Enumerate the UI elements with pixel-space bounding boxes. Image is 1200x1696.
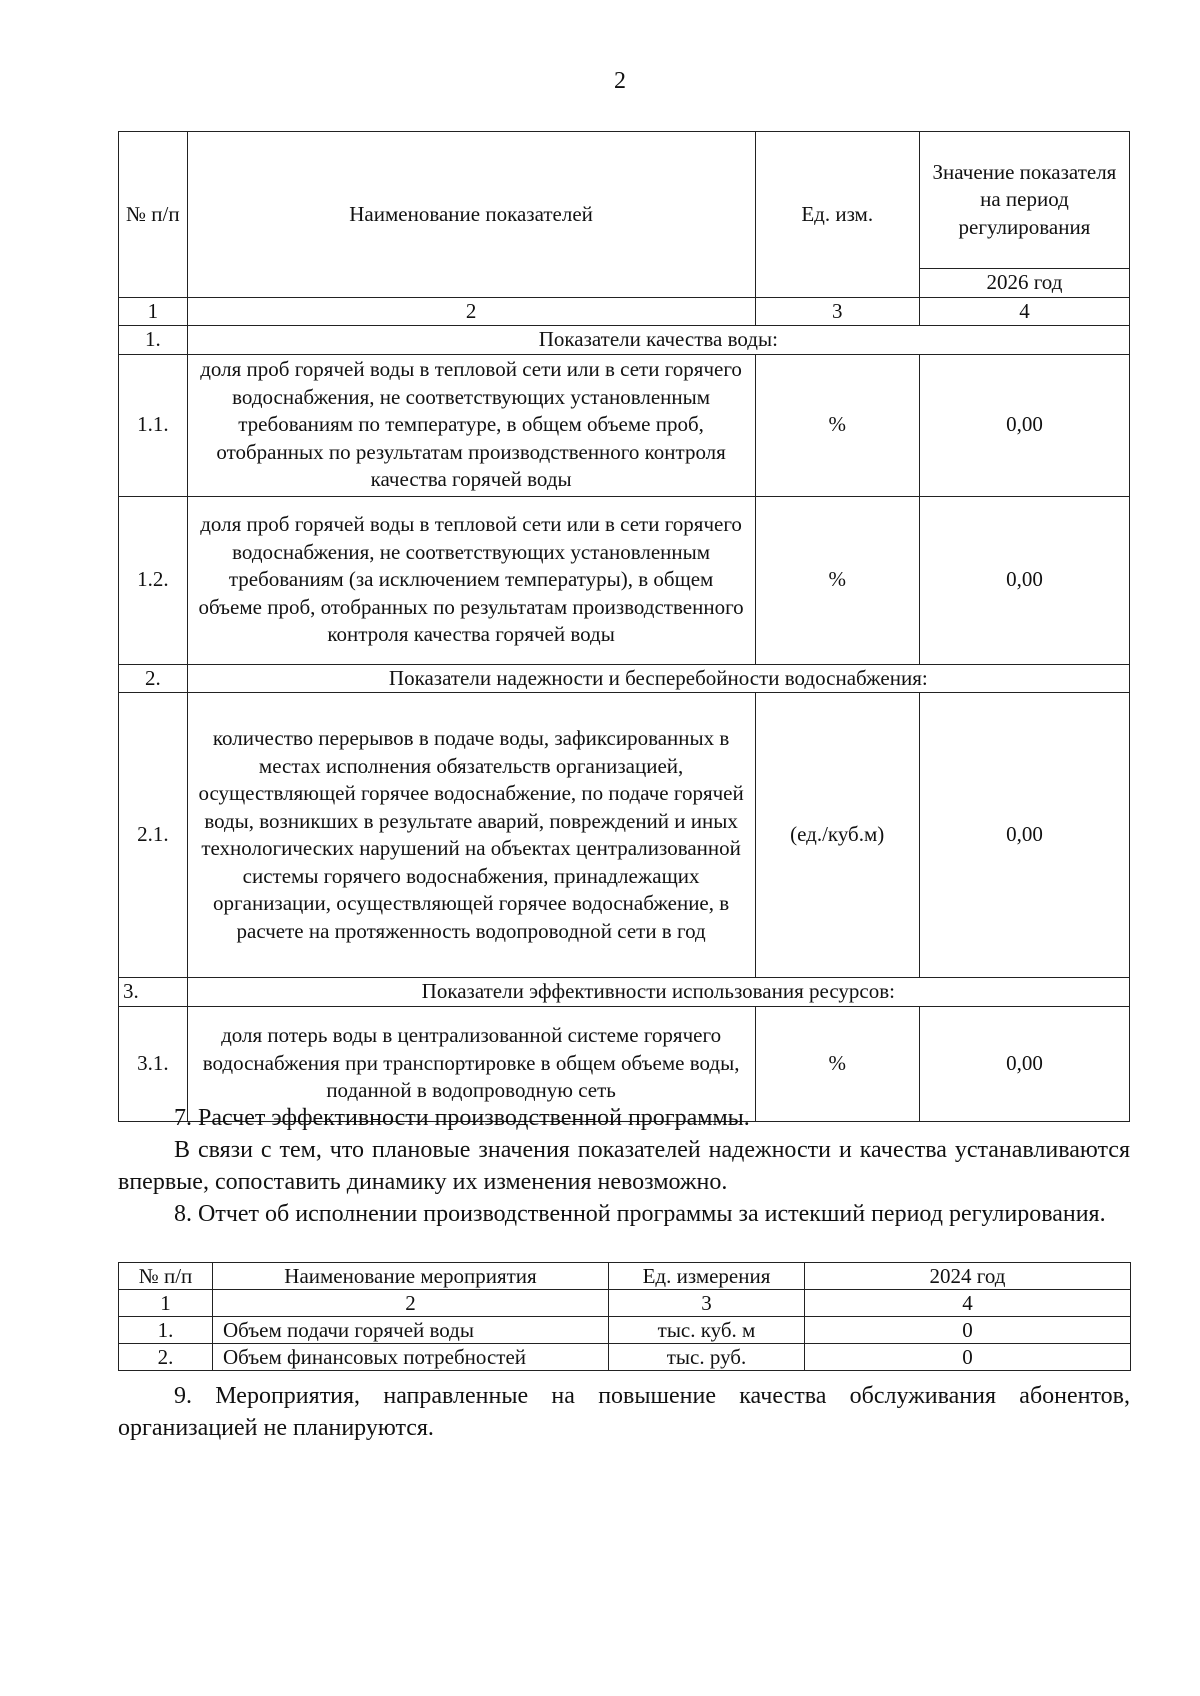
section-title: Показатели надежности и бесперебойности водоснабжения: <box>187 664 1129 693</box>
section-row <box>119 326 1130 355</box>
row-number: 3.1. <box>119 1006 188 1121</box>
row-value: 0 <box>805 1317 1131 1344</box>
column-number: 4 <box>805 1290 1131 1317</box>
column-number-row <box>119 297 1130 326</box>
row-name: доля проб горячей воды в тепловой сети или в сети горячего водоснабжения, не соответствующих установленным требованиям по температуре, в общем объеме проб, отобранных по результатам производственного контроля качества горячей воды <box>187 354 755 496</box>
section-title: Показатели качества воды: <box>187 326 1129 355</box>
report-header-number: № п/п <box>119 1263 213 1290</box>
section-row <box>119 978 1130 1007</box>
report-header-row <box>119 1263 1131 1290</box>
row-number: 1.2. <box>119 496 188 664</box>
page-number: 2 <box>614 68 626 94</box>
row-value: 0,00 <box>919 496 1129 664</box>
report-header-name: Наименование мероприятия <box>213 1263 609 1290</box>
row-value: 0,00 <box>919 693 1129 978</box>
row-unit: (ед./куб.м) <box>755 693 919 978</box>
row-number: 1.1. <box>119 354 188 496</box>
section7-heading: 7. Расчет эффективности производственной программы. <box>174 1105 750 1131</box>
row-unit: тыс. руб. <box>609 1344 805 1371</box>
row-name: доля потерь воды в централизованной системе горячего водоснабжения при транспортировке в общем объеме воды, поданной в водопроводную сеть <box>187 1006 755 1121</box>
row-number: 2. <box>119 1344 213 1371</box>
row-unit: % <box>755 496 919 664</box>
table-row <box>119 1344 1131 1371</box>
row-value: 0,00 <box>919 354 1129 496</box>
row-number: 1. <box>119 1317 213 1344</box>
row-value: 0,00 <box>919 1006 1129 1121</box>
column-number: 3 <box>755 297 919 326</box>
header-value: Значение показателя на период регулирования <box>919 132 1129 269</box>
section8-heading: 8. Отчет об исполнении производственной программы за истекший период регулирования. <box>174 1201 1106 1227</box>
report-table <box>118 1262 1131 1371</box>
column-number: 2 <box>213 1290 609 1317</box>
row-name: количество перерывов в подаче воды, зафиксированных в местах исполнения обязательств организацией, осуществляющей горячее водоснабжение, по подаче горячей воды, возникших в результате аварий, повреждений и иных технологических нарушений на объектах централизованной системы горячего водоснабжения, принадлежащих организации, осуществляющей горячее водоснабжение, в расчете на протяженность водопроводной сети в год <box>187 693 755 978</box>
column-number: 1 <box>119 1290 213 1317</box>
section-number: 1. <box>119 326 188 355</box>
table-header-row <box>119 132 1130 269</box>
row-unit: тыс. куб. м <box>609 1317 805 1344</box>
row-name: Объем финансовых потребностей <box>213 1344 609 1371</box>
table-row <box>119 354 1130 496</box>
section9-text: 9. Мероприятия, направленные на повышение качества обслуживания абонентов, организацией не планируются. <box>118 1383 1130 1441</box>
column-number: 2 <box>187 297 755 326</box>
table-row <box>119 693 1130 978</box>
report-header-unit: Ед. измерения <box>609 1263 805 1290</box>
section-row <box>119 664 1130 693</box>
row-number: 2.1. <box>119 693 188 978</box>
table-row <box>119 1317 1131 1344</box>
row-unit: % <box>755 1006 919 1121</box>
row-value: 0 <box>805 1344 1131 1371</box>
section-number: 3. <box>119 978 188 1007</box>
section7-text: В связи с тем, что плановые значения показателей надежности и качества устанавливаются впервые, сопоставить динамику их изменения невозможно. <box>118 1137 1130 1195</box>
section-number: 2. <box>119 664 188 693</box>
indicators-table <box>118 131 1130 1122</box>
header-name: Наименование показателей <box>187 132 755 298</box>
row-name: доля проб горячей воды в тепловой сети или в сети горячего водоснабжения, не соответствующих установленным требованиям (за исключением температуры), в общем объеме проб, отобранных по результатам производственного контроля качества горячей воды <box>187 496 755 664</box>
section-title: Показатели эффективности использования ресурсов: <box>187 978 1129 1007</box>
header-number: № п/п <box>119 132 188 298</box>
row-name: Объем подачи горячей воды <box>213 1317 609 1344</box>
column-number: 3 <box>609 1290 805 1317</box>
report-header-year: 2024 год <box>805 1263 1131 1290</box>
column-number: 4 <box>919 297 1129 326</box>
table-row <box>119 496 1130 664</box>
header-year: 2026 год <box>919 269 1129 298</box>
row-unit: % <box>755 354 919 496</box>
header-unit: Ед. изм. <box>755 132 919 298</box>
column-number: 1 <box>119 297 188 326</box>
report-column-number-row <box>119 1290 1131 1317</box>
